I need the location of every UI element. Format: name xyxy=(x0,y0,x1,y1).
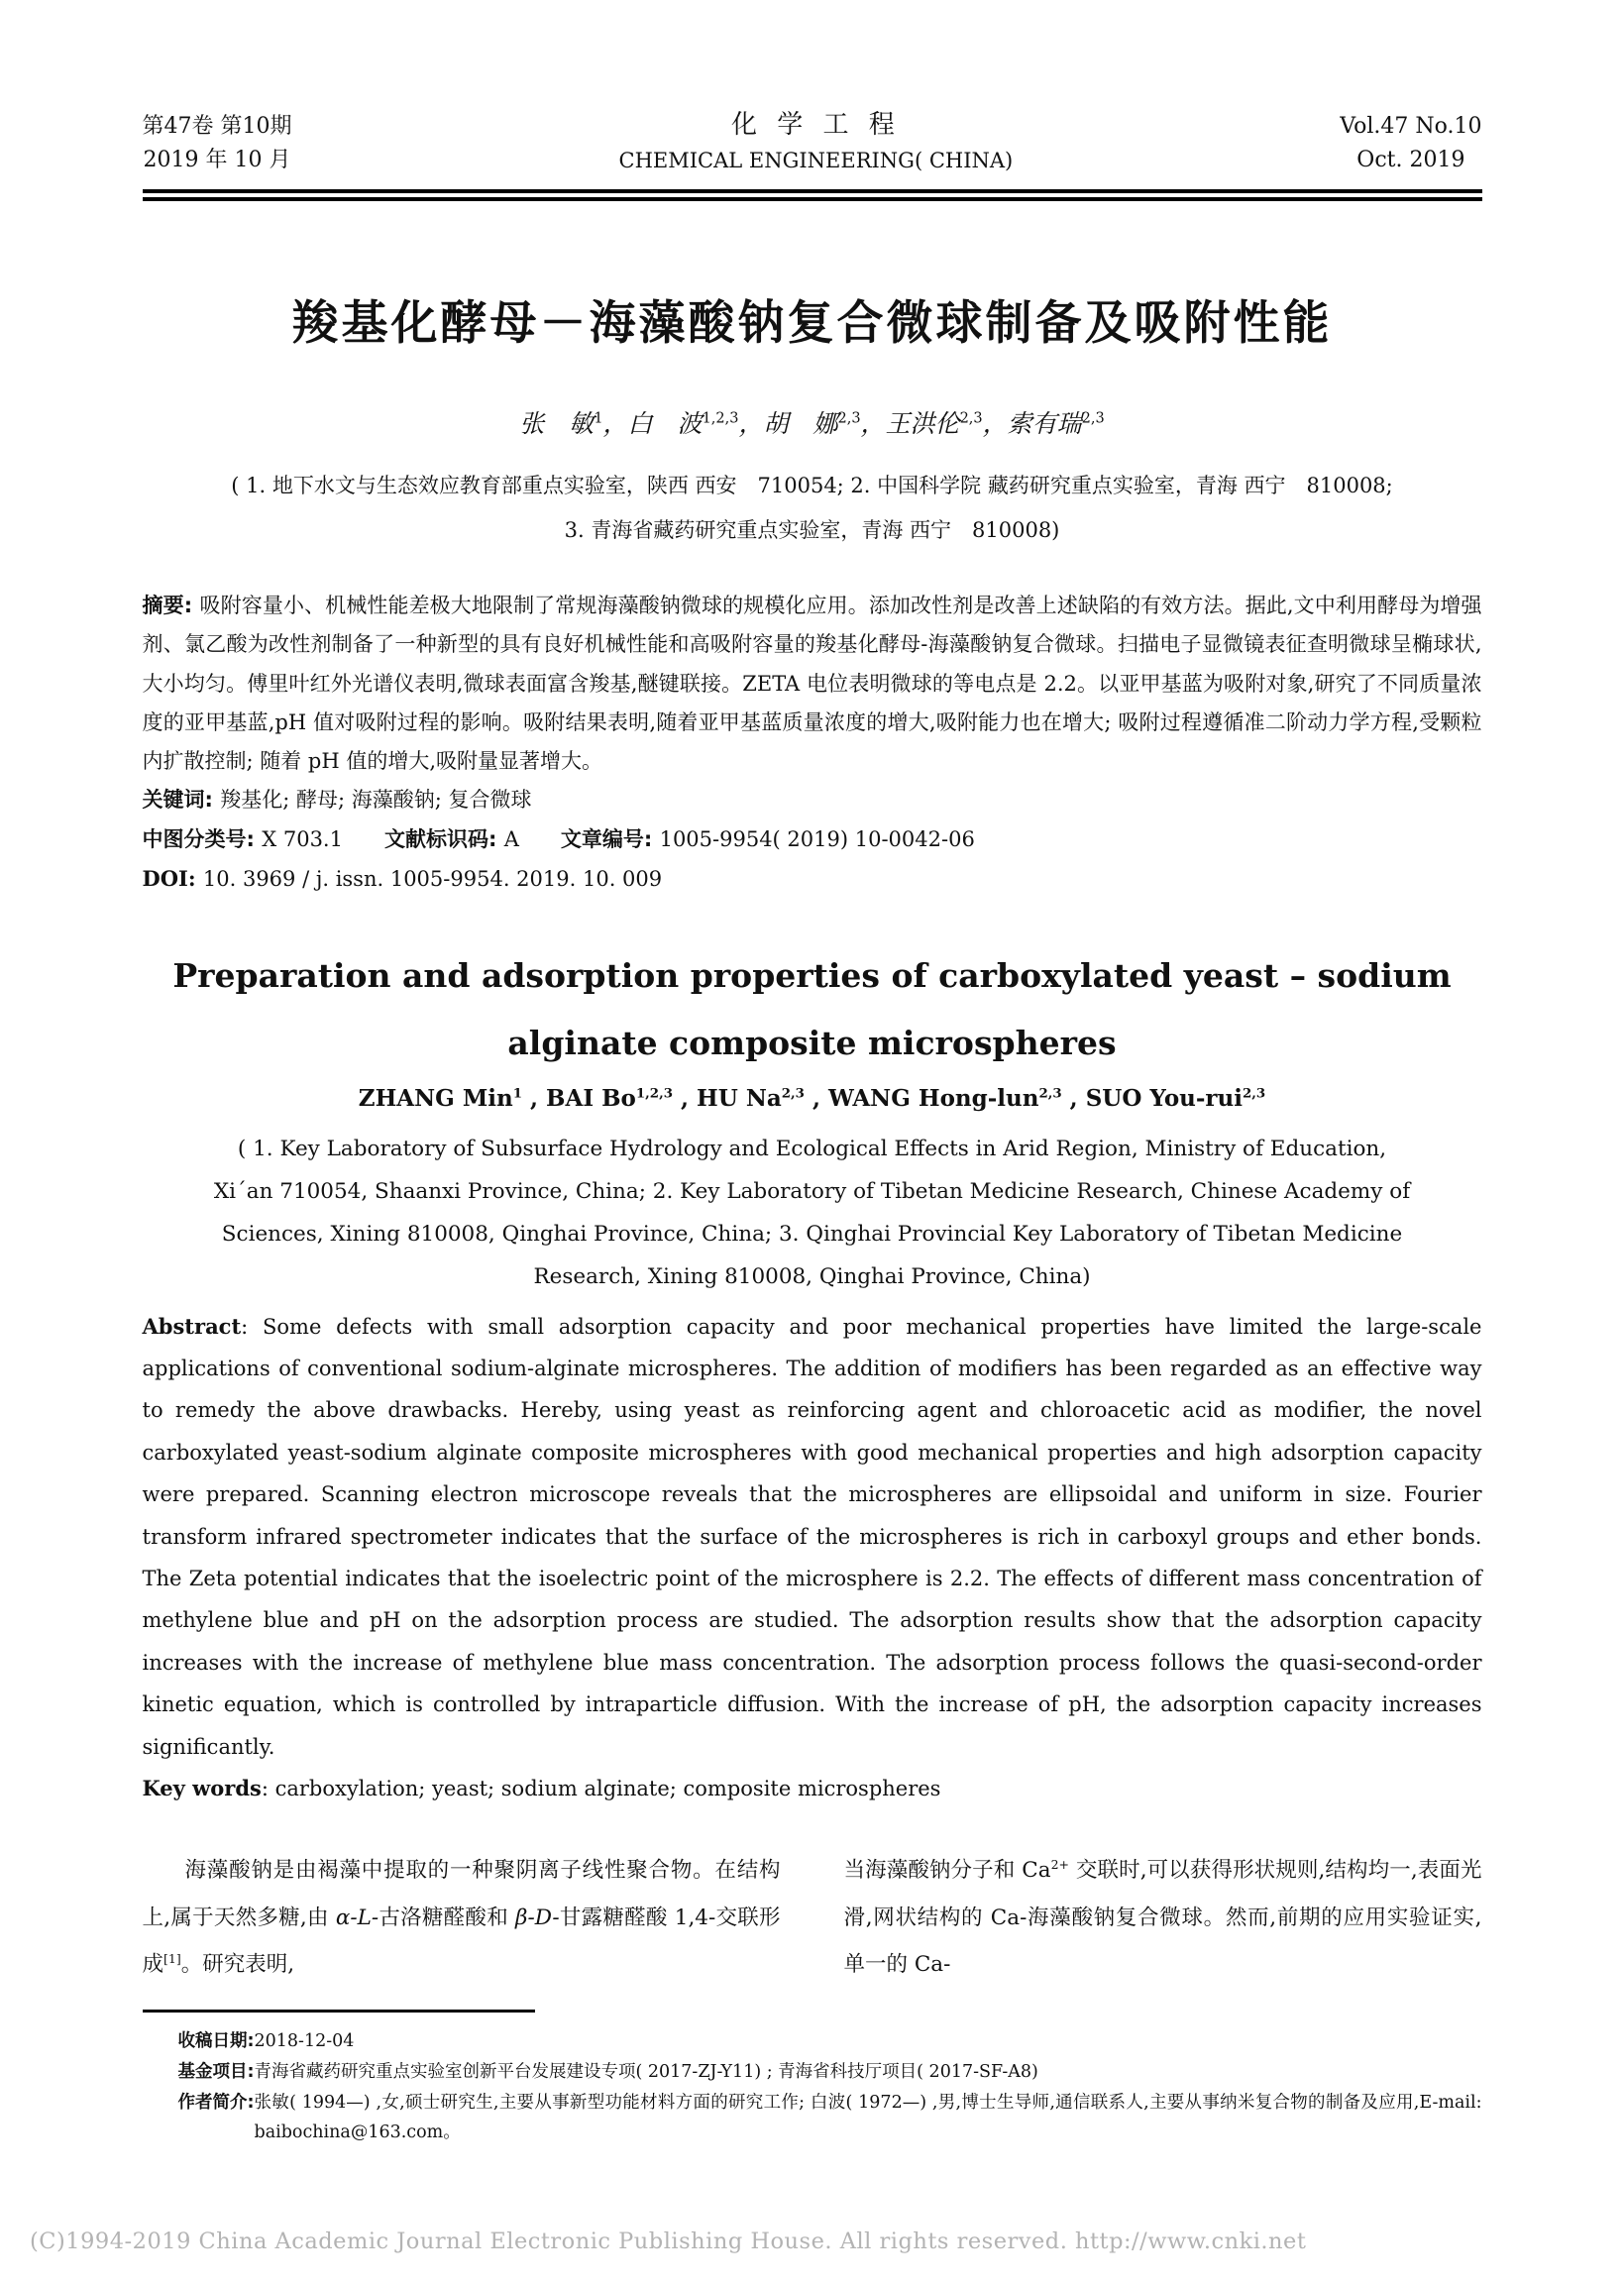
author-affil-sup: 2,3 xyxy=(1038,1084,1062,1101)
body-paragraph: 当海藻酸钠分子和 $Ca^{2+}$ 交联时,可以获得形状规则,结构均一,表面光滑,网状结构的 Ca-海藻酸钠复合微球。然而,前期的应用实验证实,单一的 Ca- xyxy=(843,1857,1482,1977)
author-zh: ，王洪伦$^{2,3}$ xyxy=(860,408,983,438)
author-en: , BAI Bo$^{1,2,3}$ xyxy=(522,1084,673,1112)
volume-number-en: Vol.47 No.10 xyxy=(1340,113,1482,139)
footnotes xyxy=(178,2026,1482,2148)
italic-term: α-L- xyxy=(335,1905,379,1930)
article-id-label: 文章编号: xyxy=(560,826,660,851)
affiliation-line: Xi´an 710054, Shaanxi Province, China; 2. Key Laboratory of Tibetan Medicine Research, Chinese Academy of xyxy=(213,1178,1411,1204)
keywords-zh-label: 关键词: xyxy=(142,788,221,813)
clc-number: X 703.1 xyxy=(262,826,343,851)
keywords-en-text: : carboxylation; yeast; sodium alginate; composite microspheres xyxy=(261,1777,941,1800)
footnote-divider xyxy=(143,2010,535,2013)
authors-zh xyxy=(143,404,1482,440)
issue-date-cn: 2019 年 10 月 xyxy=(143,147,291,172)
keywords-zh-text: 羧基化; 酵母; 海藻酸钠; 复合微球 xyxy=(220,788,532,813)
affiliation-line: 3. 青海省藏药研究重点实验室，青海 西宁 810008) xyxy=(564,517,1060,542)
issue-info xyxy=(143,110,292,177)
title-en-line1: Preparation and adsorption properties of carboxylated yeast – sodium xyxy=(172,956,1452,996)
clc-label: 中图分类号: xyxy=(142,826,263,851)
article-title-zh: 羧基化酵母－海藻酸钠复合微球制备及吸附性能 xyxy=(291,295,1333,351)
author-en: , WANG Hong-lun$^{2,3}$ xyxy=(804,1084,1062,1112)
issue-volume-cn: 第47卷 第10期 xyxy=(142,113,292,139)
author-affil-sup: 1,2,3 xyxy=(635,1084,673,1101)
keywords-en xyxy=(143,1768,1482,1809)
author-affil-sup: 2,3 xyxy=(959,410,983,427)
affiliation-line: Research, Xining 810008, Qinghai Province, China) xyxy=(533,1263,1091,1289)
abstract-en-text: : Some defects with small adsorption capacity and poor mechanical properties have limited the large-scale applications of conventional sodium-alginate microspheres. The addition of modifiers has been regarded as an effective way to remedy the above drawbacks. Hereby, using yeast as reinforcing agent and chloroacetic acid as modifier, the novel carboxylated yeast-sodium alginate composite microspheres with good mechanical properties and high adsorption capacity were prepared. Scanning electron microscope reveals that the microspheres are ellipsoidal and uniform in size. Fourier transform infrared spectrometer indicates that the surface of the microspheres is rich in carboxyl groups and ether bonds. The Zeta potential indicates that the isoelectric point of the microsphere is 2.2. The effects of different mass concentration of methylene blue and pH on the adsorption process are studied. The adsorption results show that the adsorption capacity increases with the increase of methylene blue mass concentration. The adsorption process follows the quasi-second-order kinetic equation, which is controlled by intraparticle diffusion. With the increase of pH, the adsorption capacity increases significantly. xyxy=(142,1314,1482,1759)
body-columns xyxy=(143,1847,1482,1988)
keywords-zh xyxy=(143,781,1482,819)
doi-value: 10. 3969 / j. issn. 1005-9954. 2019. 10. 009 xyxy=(202,866,663,891)
author-zh: ，胡 娜$^{2,3}$ xyxy=(738,408,861,438)
author-zh: ，索有瑞$^{2,3}$ xyxy=(982,408,1105,438)
journal-name-cn: 化 学 工 程 xyxy=(730,110,901,140)
author-en: , SUO You-rui$^{2,3}$ xyxy=(1061,1084,1266,1112)
abstract-en xyxy=(143,1306,1482,1768)
cnki-watermark: (C)1994-2019 China Academic Journal Electronic Publishing House. All rights reserved. http://www.cnki.net xyxy=(30,2229,1307,2254)
author-affil-sup: 2,3 xyxy=(1243,1084,1266,1101)
author-affil-sup: 1 xyxy=(512,1084,523,1101)
abstract-en-label: Abstract xyxy=(142,1313,242,1339)
affiliation-line: Sciences, Xining 810008, Qinghai Province, China; 3. Qinghai Provincial Key Laboratory of Tibetan Medicine xyxy=(221,1221,1403,1247)
author-affil-sup: 2,3 xyxy=(837,410,861,427)
document-code-label: 文献标识码: xyxy=(383,826,504,851)
abstract-zh-label: 摘要: xyxy=(142,594,200,618)
italic-term: β-D- xyxy=(515,1905,560,1930)
article-id: 1005-9954( 2019) 10-0042-06 xyxy=(659,826,975,851)
volume-info xyxy=(1340,110,1481,177)
journal-name-en: CHEMICAL ENGINEERING( CHINA) xyxy=(618,149,1014,173)
journal-title-block xyxy=(619,105,1014,177)
author-affil-sup: 1 xyxy=(594,410,603,427)
authors-en xyxy=(143,1085,1482,1112)
issue-date-en: Oct. 2019 xyxy=(1356,147,1465,172)
footnote-funding: 基金项目: 青海省藏药研究重点实验室创新平台发展建设专项( 2017-ZJ-Y11) ; 青海省科技厅项目( 2017-SF-A8) xyxy=(177,2061,1038,2082)
author-zh: 张 敏$^1$ xyxy=(519,408,603,438)
doi-line xyxy=(143,859,1482,899)
superscript-ion: 2+ xyxy=(1050,1857,1069,1873)
header-divider xyxy=(143,189,1482,201)
body-paragraph: 海藻酸钠是由褐藻中提取的一种聚阴离子线性聚合物。在结构上,属于天然多糖,由 α-L-古洛糖醛酸和 β-D-甘露糖醛酸 1,4-交联形成[1]。研究表明, xyxy=(142,1858,781,1977)
affiliations-en xyxy=(143,1128,1482,1298)
author-affil-sup: 1,2,3 xyxy=(702,410,739,427)
abstract-zh-text: 吸附容量小、机械性能差极大地限制了常规海藻酸钠微球的规模化应用。添加改性剂是改善上述缺陷的有效方法。据此,文中利用酵母为增强剂、氯乙酸为改性剂制备了一种新型的具有良好机械性能和高吸附容量的羧基化酵母-海藻酸钠复合微球。扫描电子显微镜表征查明微球呈椭球状,大小均匀。傅里叶红外光谱仪表明,微球表面富含羧基,醚键联接。ZETA 电位表明微球的等电点是 2.2。以亚甲基蓝为吸附对象,研究了不同质量浓度的亚甲基蓝,pH 值对吸附过程的影响。吸附结果表明,随着亚甲基蓝质量浓度的增大,吸附能力也在增大; 吸附过程遵循准二阶动力学方程,受颗粒内扩散控制; 随着 pH 值的增大,吸附量显著增大。 xyxy=(142,594,1482,774)
author-affil-sup: 2,3 xyxy=(1081,410,1105,427)
author-en: ZHANG Min$^1$ xyxy=(358,1084,523,1112)
keywords-en-label: Key words xyxy=(142,1776,262,1800)
abstract-zh xyxy=(143,587,1482,781)
body-column-right xyxy=(844,1847,1482,1988)
affiliation-line: ( 1. 地下水文与生态效应教育部重点实验室，陕西 西安 710054; 2. 中国科学院 藏药研究重点实验室，青海 西宁 810008; xyxy=(231,473,1393,497)
citation-ref: [1] xyxy=(163,1950,181,1966)
body-column-left xyxy=(143,1847,781,1988)
author-affil-sup: 2,3 xyxy=(781,1084,805,1101)
footnote-received-date: 收稿日期: 2018-12-04 xyxy=(177,2031,355,2052)
abstract-zh-section xyxy=(143,587,1482,899)
journal-header xyxy=(143,0,1482,177)
affiliation-line: ( 1. Key Laboratory of Subsurface Hydrology and Ecological Effects in Arid Region, Ministry of Education, xyxy=(237,1136,1387,1161)
page-content xyxy=(143,0,1482,2148)
author-en: , HU Na$^{2,3}$ xyxy=(673,1084,805,1112)
affiliations-zh xyxy=(143,464,1482,553)
doi-label: DOI: xyxy=(142,865,203,891)
abstract-en-section xyxy=(143,1306,1482,1810)
clc-line xyxy=(143,820,1482,859)
title-en-line2: alginate composite microspheres xyxy=(507,1023,1117,1062)
footnote-author-bio: 作者简介: 张敏( 1994—) ,女,硕士研究生,主要从事新型功能材料方面的研究工作; 白波( 1972—) ,男,博士生导师,通信联系人,主要从事纳米复合物的制备及应用,E-mail: baibochina@163.com。 xyxy=(177,2092,1482,2143)
author-zh: ，白 波$^{1,2,3}$ xyxy=(602,408,739,438)
article-title-en xyxy=(143,942,1482,1076)
document-code: A xyxy=(503,826,519,851)
